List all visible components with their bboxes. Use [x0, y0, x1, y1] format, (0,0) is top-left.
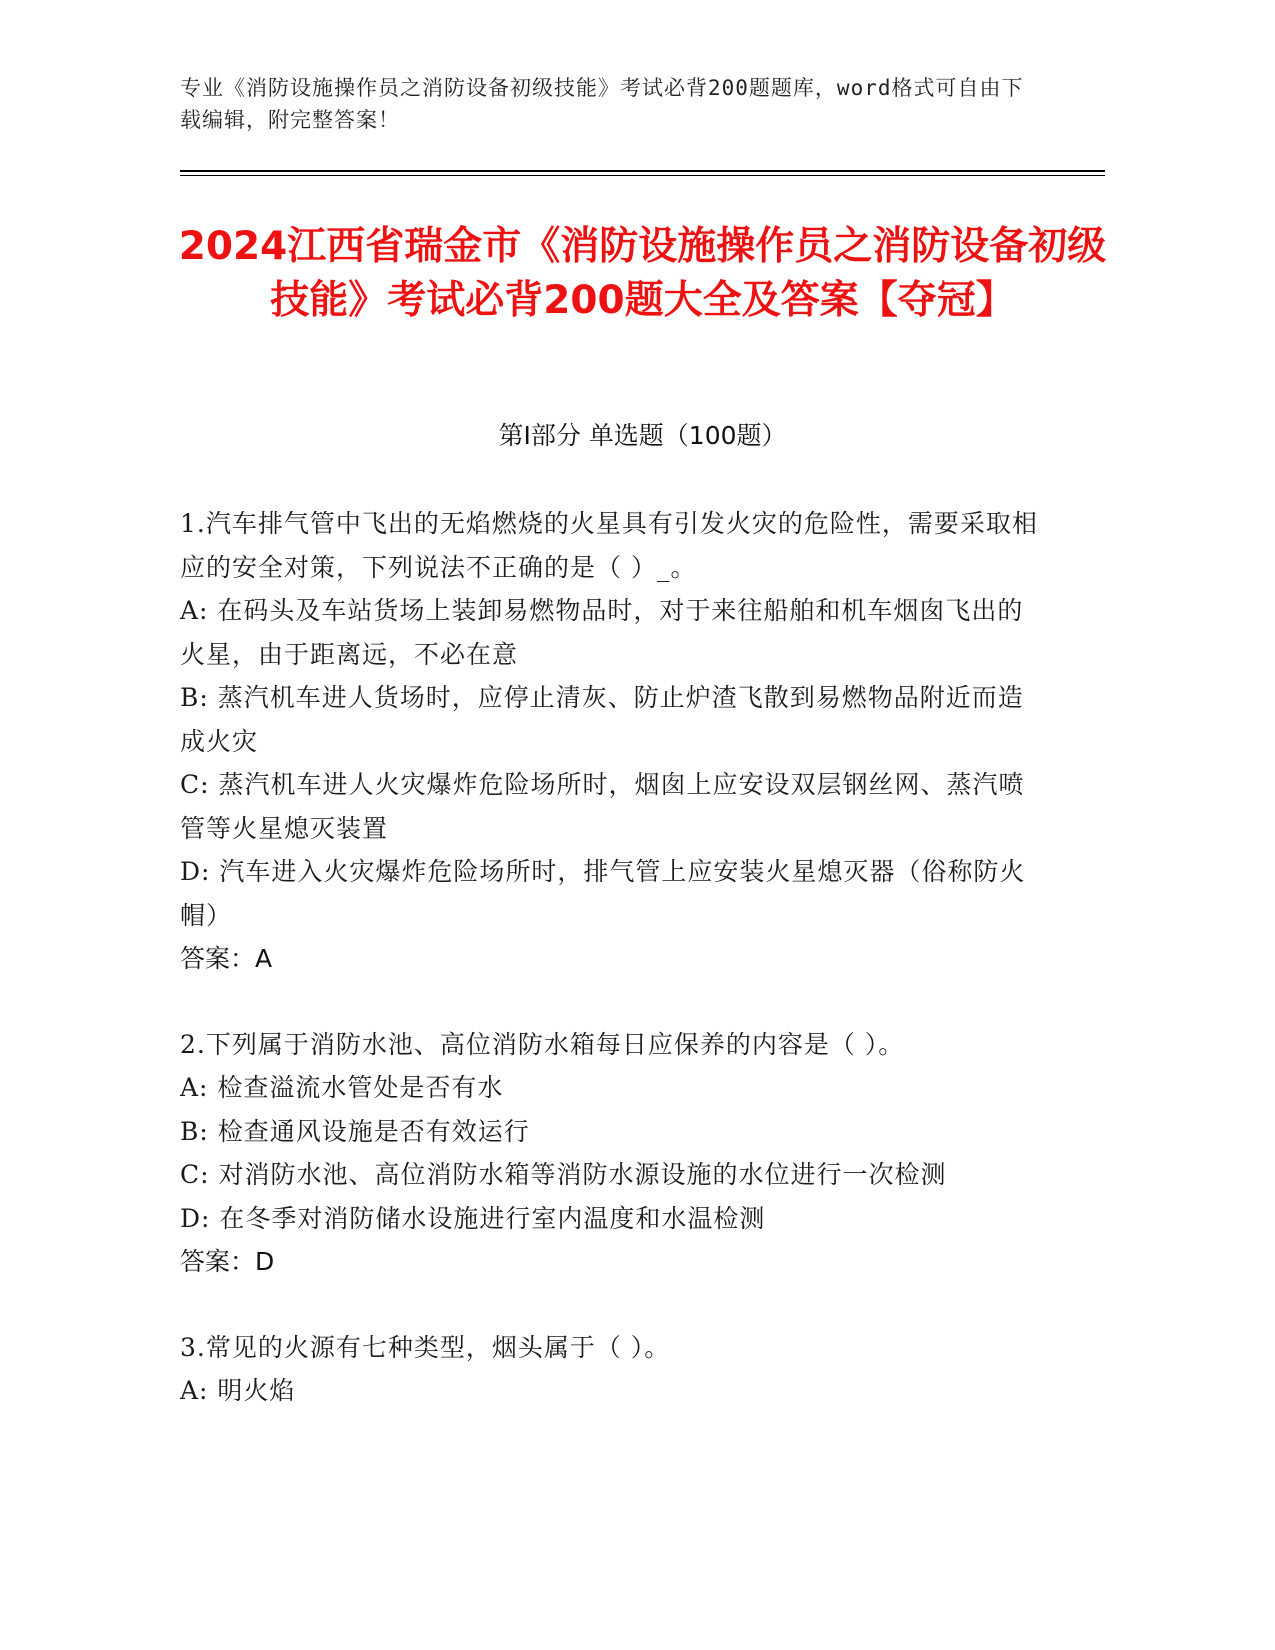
question-2: [180, 1023, 1040, 1284]
document-title: 2024江西省瑞金市《消防设施操作员之消防设备初级技能》考试必背200题大全及答案【夺冠】: [178, 224, 1107, 323]
answer-label: 答案：A: [180, 944, 273, 973]
option-a: A: 检查溢流水管处是否有水: [180, 1073, 504, 1102]
option-b: B: 检查通风设施是否有效运行: [180, 1116, 530, 1146]
header-rule-thin: [180, 175, 1105, 176]
option-a: A: 明火焰: [180, 1376, 296, 1405]
option-d: D: 汽车进入火灾爆炸危险场所时，排气管上应安装火星熄灭器（俗称防火帽）: [180, 857, 1026, 930]
option-d: D: 在冬季对消防储水设施进行室内温度和水温检测: [180, 1203, 766, 1233]
question-stem: 1.汽车排气管中飞出的无焰燃烧的火星具有引发火灾的危险性，需要采取相应的安全对策，下列说法不正确的是（ ）_。: [180, 509, 1038, 582]
option-c: C: 对消防水池、高位消防水箱等消防水源设施的水位进行一次检测: [180, 1160, 947, 1189]
header-note: 专业《消防设施操作员之消防设备初级技能》考试必背200题题库，word格式可自由下载编辑，附完整答案！: [180, 76, 1024, 132]
question-list: [180, 502, 1040, 1455]
option-b: B: 蒸汽机车进人货场时，应停止清灰、防止炉渣飞散到易燃物品附近而造成火灾: [180, 683, 1024, 756]
question-3: [180, 1326, 1040, 1413]
answer-label: 答案：D: [180, 1247, 275, 1276]
section-title: 第Ⅰ部分 单选题（100题）: [498, 421, 787, 450]
question-stem: 3.常见的火源有七种类型，烟头属于（ ）。: [180, 1332, 671, 1362]
question-1: [180, 502, 1040, 981]
question-stem: 2.下列属于消防水池、高位消防水箱每日应保养的内容是（ ）。: [180, 1029, 905, 1059]
header-rule-thick: [180, 170, 1105, 172]
option-a: A: 在码头及车站货场上装卸易燃物品时，对于来往船舶和机车烟囱飞出的火星，由于距离远，不必在意: [180, 596, 1024, 669]
option-c: C: 蒸汽机车进人火灾爆炸危险场所时，烟囱上应安设双层钢丝网、蒸汽喷管等火星熄灭装置: [180, 770, 1025, 843]
